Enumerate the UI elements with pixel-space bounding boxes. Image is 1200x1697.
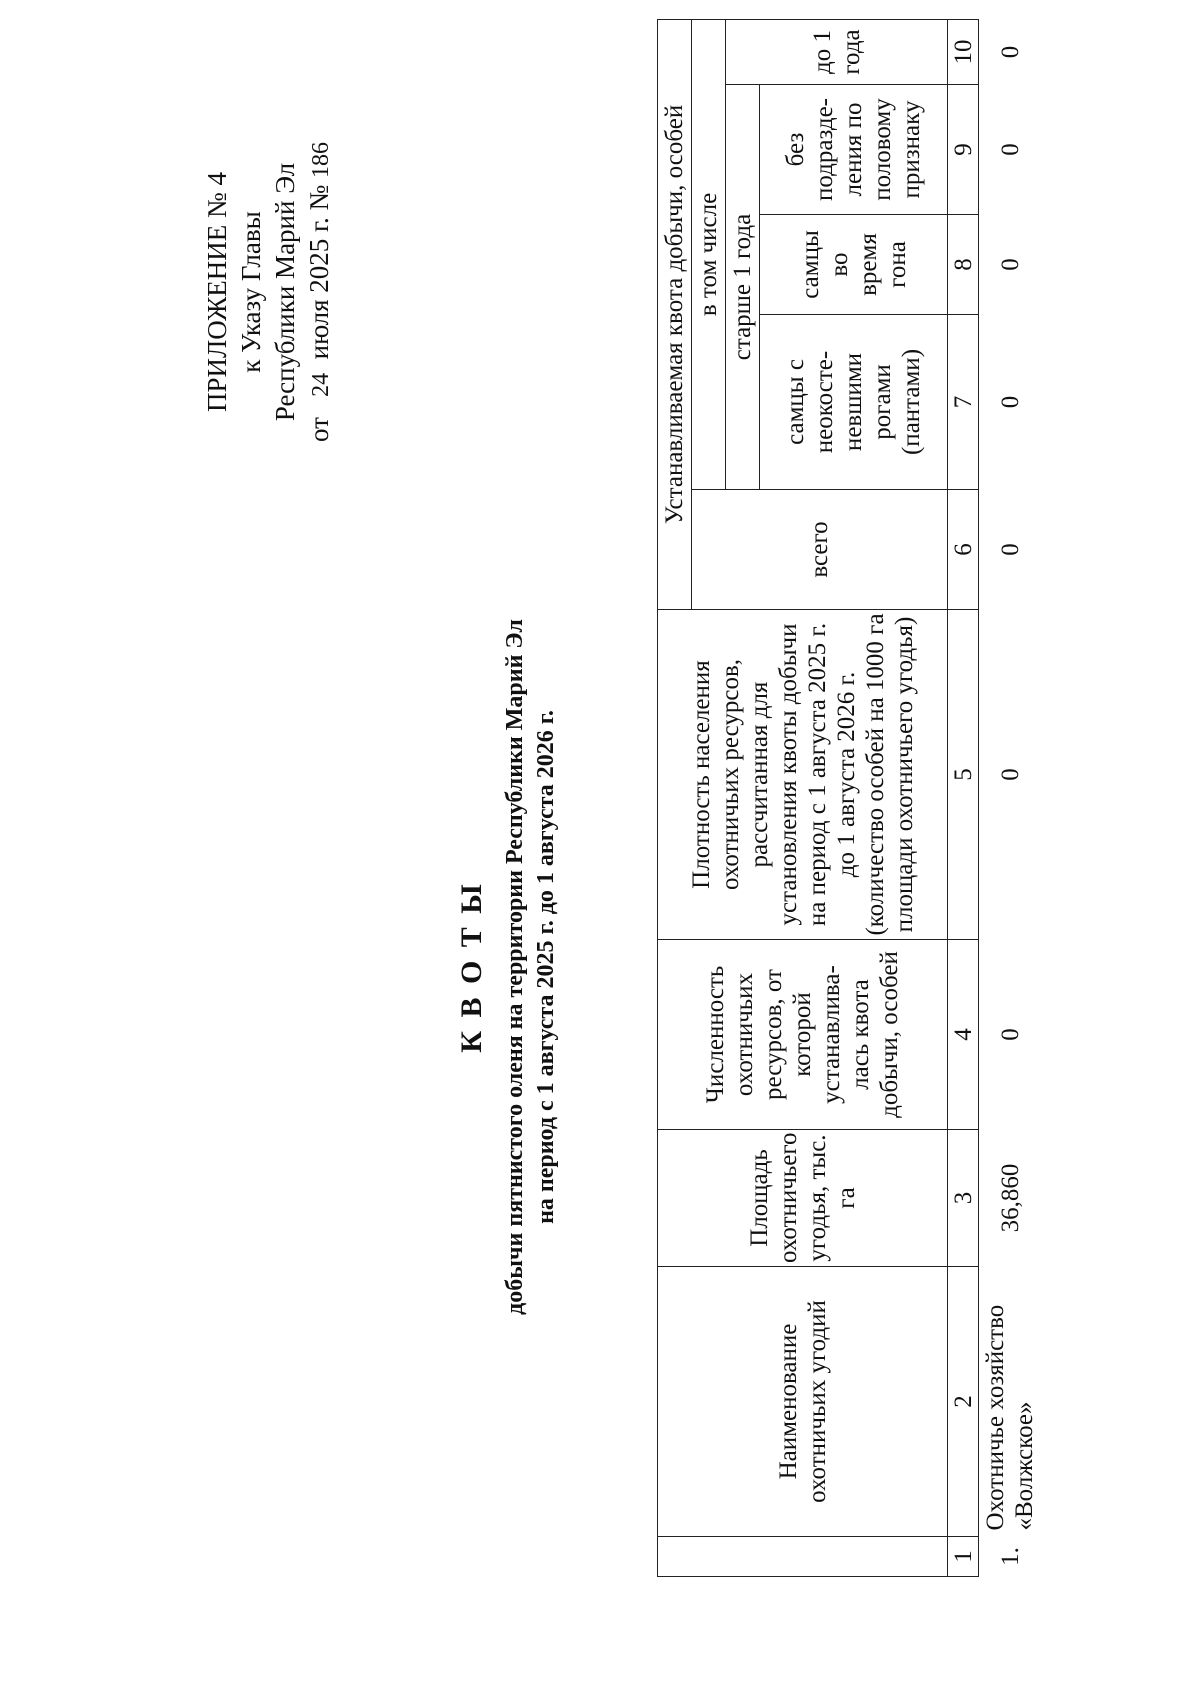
column-numbers-row bbox=[948, 19, 979, 1576]
column-number: 4 bbox=[948, 940, 979, 1130]
date-month-year: июля 2025 г. № bbox=[304, 184, 334, 360]
column-number: 1 bbox=[948, 1537, 979, 1577]
row-number: 1. bbox=[996, 1547, 1024, 1566]
header-older-than-one: старше 1 года bbox=[726, 85, 760, 490]
header-including: в том числе bbox=[692, 19, 726, 489]
header-row-number bbox=[658, 1537, 948, 1577]
count-value: 0 bbox=[996, 1028, 1024, 1041]
date-day: 24 bbox=[308, 372, 334, 397]
column-number: 10 bbox=[948, 19, 979, 84]
quota-table bbox=[657, 19, 1041, 1577]
subtitle-line-2: на период с 1 августа 2025 г. до 1 августа 2026 г. bbox=[533, 710, 559, 1224]
document-subtitle bbox=[500, 377, 562, 1557]
subtitle-line-1: добычи пятнистого оленя на территории Республики Марий Эл bbox=[502, 619, 528, 1315]
density-value: 0 bbox=[996, 768, 1024, 781]
appendix-block bbox=[200, 57, 338, 527]
column-number: 8 bbox=[948, 215, 979, 315]
males-rut-value: 0 bbox=[996, 258, 1024, 271]
header-density: Плотность населения охотничьих ресурсов, рассчитанная для установления квоты добычи на период с 1 августа 2025 г. до 1 августа 2026 г. (количество особей на 1000 га площади охотничьего угодья) bbox=[658, 610, 948, 940]
decree-number: 186 bbox=[308, 141, 334, 178]
table-row bbox=[979, 19, 1042, 1576]
column-number: 6 bbox=[948, 490, 979, 610]
males-antlers-value: 0 bbox=[996, 395, 1024, 409]
appendix-title: ПРИЛОЖЕНИЕ № 4 bbox=[202, 171, 232, 413]
no-sex-value: 0 bbox=[996, 143, 1024, 156]
column-number: 7 bbox=[948, 315, 979, 490]
column-number: 2 bbox=[948, 1267, 979, 1537]
total-value: 0 bbox=[996, 543, 1024, 556]
appendix-issuer: Республики Марий Эл bbox=[270, 162, 300, 422]
column-number: 3 bbox=[948, 1130, 979, 1267]
header-no-sex-division: без подразде-ления по половому признаку bbox=[760, 85, 948, 215]
under-one-value: 0 bbox=[996, 45, 1024, 59]
area-value: 36,860 bbox=[996, 1163, 1024, 1233]
header-males-antlers: самцы с неокосте-невшими рогами (пантами) bbox=[760, 315, 948, 490]
header-under-one: до 1 года bbox=[726, 19, 948, 84]
header-area: Площадь охотничьего угодья, тыс. га bbox=[658, 1130, 948, 1267]
header-quota: Устанавливаемая квота добычи, особей bbox=[658, 19, 692, 609]
document-title: К В О Т Ы bbox=[455, 881, 488, 1053]
appendix-date-line bbox=[302, 57, 338, 527]
column-number: 9 bbox=[948, 85, 979, 215]
column-number: 5 bbox=[948, 610, 979, 940]
hunting-ground-name: Охотничье хозяйство «Волжское» bbox=[982, 1304, 1038, 1531]
header-total: всего bbox=[692, 490, 948, 610]
appendix-reference: к Указу Главы bbox=[236, 211, 266, 373]
date-prefix: от bbox=[304, 417, 334, 443]
header-population-count: Численность охотничьих ресурсов, от которой устанавлива-лась квота добычи, особей bbox=[658, 940, 948, 1130]
header-males-rut: самцы во время гона bbox=[760, 215, 948, 315]
header-hunting-grounds: Наименование охотничьих угодий bbox=[658, 1267, 948, 1537]
